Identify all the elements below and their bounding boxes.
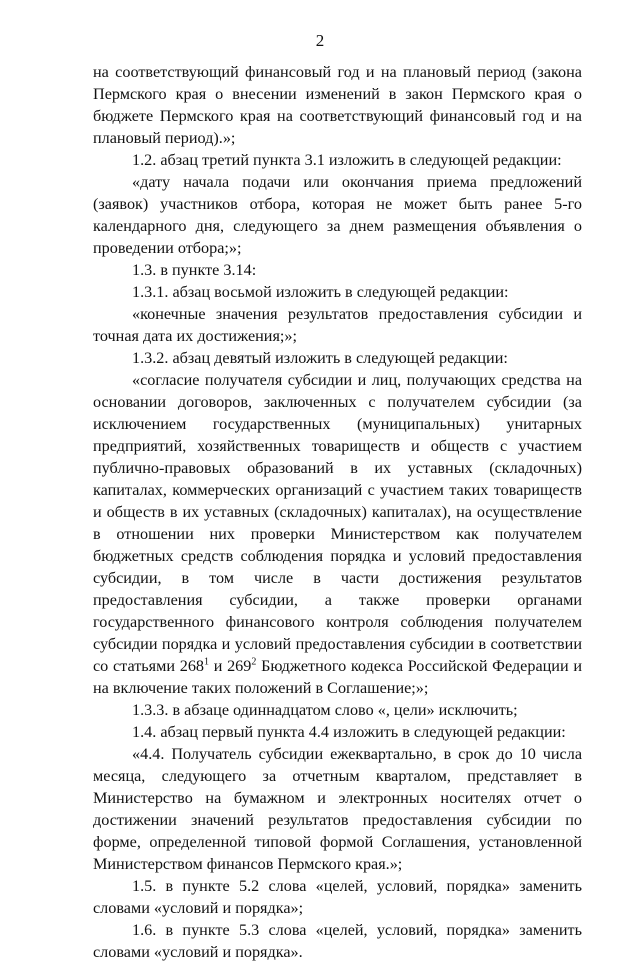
article-269: 269 <box>227 657 252 675</box>
document-body <box>93 61 582 963</box>
paragraph-1-6: 1.6. в пункте 5.3 слова «целей, условий, порядка» заменить словами «условий и порядка». <box>93 921 582 961</box>
page-number: 2 <box>315 31 325 50</box>
article-268: 268 <box>179 657 204 675</box>
article-269-superscript: 2 <box>251 656 257 668</box>
paragraph-continuation: на соответствующий финансовый год и на плановый период (закона Пермского края о внесении изменений в закон Пермского края о бюджете Пермского края на соответствующий финансовый год и на плановый период).»; <box>93 63 582 147</box>
paragraph-1-3-1: 1.3.1. абзац восьмой изложить в следующей редакции: <box>132 283 509 301</box>
paragraph-1-5: 1.5. в пункте 5.2 слова «целей, условий, порядка» заменить словами «условий и порядка»; <box>93 877 582 917</box>
consent-text-part1: «согласие получателя субсидии и лиц, получающих средства на основании договоров, заключенных с получателем субсидии (за исключением государственных (муниципальных) унитарных предприятий, хозяйственных товариществ и обществ с участием публично-правовых образований в их уставных (складочных) капиталах, коммерческих организаций с участием таких товариществ и обществ в их уставных (складочных) капиталах), на осуществление в отношении них проверки Министерством как получателем бюджетных средств соблюдения порядка и условий предоставления субсидии, в том числе в части достижения результатов предоставления субсидии, а также проверки органами государственного финансового контроля соблюдения получателем субсидии порядка и условий предоставления субсидии в соответствии со статьями <box>93 371 582 675</box>
paragraph-1-3-3: 1.3.3. в абзаце одиннадцатом слово «, цели» исключить; <box>132 701 518 719</box>
paragraph-1-2: 1.2. абзац третий пункта 3.1 изложить в следующей редакции: <box>132 151 562 169</box>
paragraph-1-4: 1.4. абзац первый пункта 4.4 изложить в следующей редакции: <box>132 723 566 741</box>
consent-conjunction: и <box>209 657 228 675</box>
paragraph-1-3-1-text: «конечные значения результатов предоставления субсидии и точная дата их достижения;»; <box>93 305 582 345</box>
article-268-superscript: 1 <box>204 656 209 668</box>
paragraph-consent <box>93 369 582 699</box>
consent-text-part2: Бюджетного кодекса Российской Федерации и на включение таких положений в Соглашение;»; <box>93 657 582 697</box>
paragraph-4-4-text: «4.4. Получатель субсидии ежеквартально, в срок до 10 числа месяца, следующего за отчетным кварталом, представляет в Министерство на бумажном и электронных носителях отчет о достижении значений результатов предоставления субсидии по форме, определенной типовой формой Соглашения, установленной Министерством финансов Пермского края.»; <box>93 745 582 873</box>
paragraph-1-3-2: 1.3.2. абзац девятый изложить в следующей редакции: <box>132 349 508 367</box>
paragraph-1-2-text: «дату начала подачи или окончания приема предложений (заявок) участников отбора, которая не может быть ранее 5-го календарного дня, следующего за днем размещения объявления о проведении отбора;»; <box>93 173 582 257</box>
paragraph-1-3: 1.3. в пункте 3.14: <box>132 261 257 279</box>
